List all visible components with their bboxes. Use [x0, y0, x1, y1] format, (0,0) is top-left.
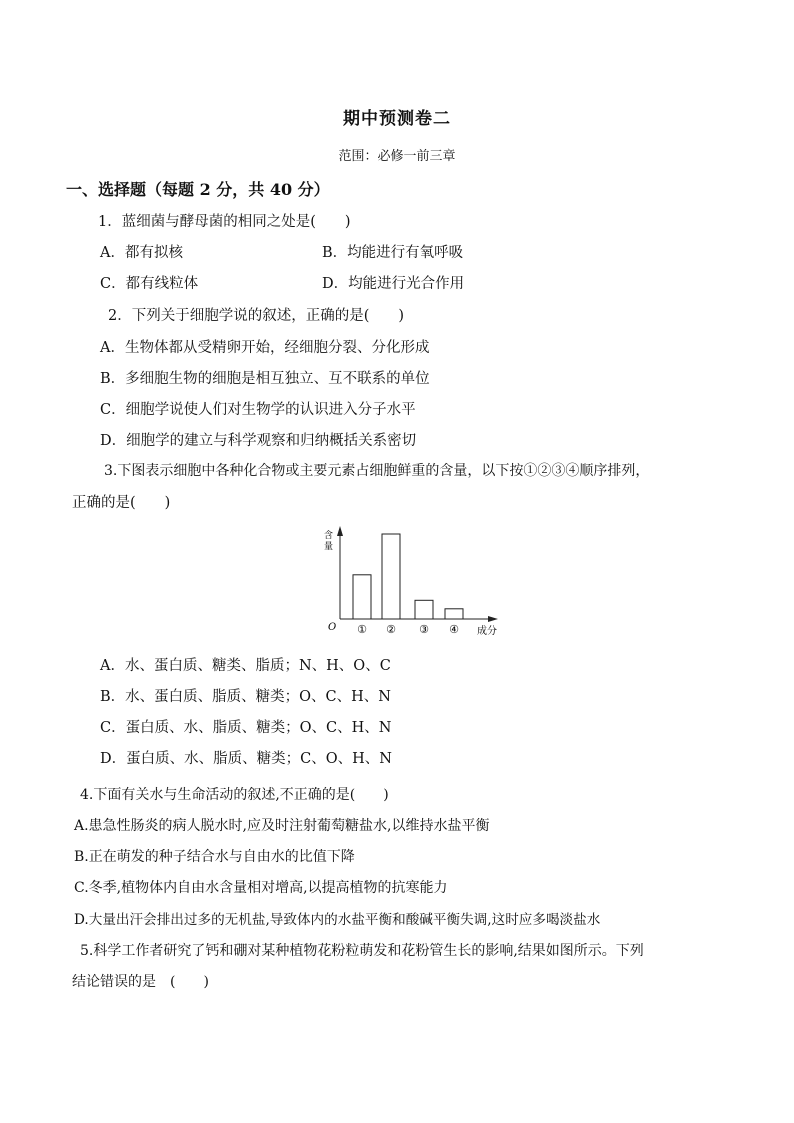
- y-axis-label-char-2: 量: [324, 542, 334, 552]
- y-axis-arrow: [337, 526, 343, 536]
- bar-1: [353, 575, 371, 619]
- question-4-stem: 4.下面有关水与生命活动的叙述,不正确的是( ): [80, 787, 389, 803]
- y-axis-label-char-1: 含: [324, 531, 334, 541]
- bar-3: [415, 600, 433, 619]
- category-label-1: ①: [357, 623, 367, 636]
- question-3-option-b: B．水、蛋白质、脂质、糖类；O、C、H、N: [100, 689, 391, 705]
- question-1-option-c: C．都有线粒体: [100, 276, 199, 292]
- question-4-option-b: B.正在萌发的种子结合水与自由水的比值下降: [74, 849, 355, 865]
- question-3-option-d: D．蛋白质、水、脂质、糖类；C、O、H、N: [100, 751, 392, 767]
- question-1-option-a: A．都有拟核: [100, 245, 183, 261]
- question-2-option-c: C．细胞学说使人们对生物学的认识进入分子水平: [100, 402, 416, 418]
- question-1-option-b: B．均能进行有氧呼吸: [322, 245, 464, 261]
- bar-4: [445, 609, 463, 619]
- question-1-option-d: D．均能进行光合作用: [322, 276, 465, 292]
- question-2-option-a: A．生物体都从受精卵开始，经细胞分裂、分化形成: [100, 340, 430, 356]
- category-label-4: ④: [449, 623, 459, 636]
- origin-label: O: [328, 622, 337, 633]
- question-1-stem: 1．蓝细菌与酵母菌的相同之处是( ): [98, 214, 351, 230]
- question-5-stem-line1: 5.科学工作者研究了钙和硼对某种植物花粉粒萌发和花粉管生长的影响,结果如图所示。下列: [80, 943, 644, 959]
- question-4-option-d: D.大量出汗会排出过多的无机盐,导致体内的水盐平衡和酸碱平衡失调,这时应多喝淡盐水: [74, 912, 601, 928]
- question-3-stem-line2: 正确的是( ): [72, 495, 171, 511]
- question-2-option-d: D．细胞学的建立与科学观察和归纳概括关系密切: [100, 433, 417, 449]
- x-axis-label: 成分: [477, 626, 497, 637]
- question-5-stem-line2: 结论错误的是 ( ): [72, 974, 209, 990]
- scope-subtitle: 范围：必修一前三章: [338, 149, 456, 164]
- question-2-option-b: B．多细胞生物的细胞是相互独立、互不联系的单位: [100, 371, 430, 387]
- section-heading: 一、选择题（每题 2 分，共 40 分）: [66, 180, 330, 199]
- question-3-option-a: A．水、蛋白质、糖类、脂质；N、H、O、C: [100, 658, 391, 674]
- question-4-option-c: C.冬季,植物体内自由水含量相对增高,以提高植物的抗寒能力: [74, 880, 448, 896]
- page-title: 期中预测卷二: [343, 109, 451, 129]
- question-3-stem-line1: 3.下图表示细胞中各种化合物或主要元素占细胞鲜重的含量，以下按①②③④顺序排列，: [104, 463, 650, 479]
- question-2-stem: 2．下列关于细胞学说的叙述，正确的是( ): [108, 308, 405, 324]
- bar-2: [382, 534, 400, 619]
- content-bar-chart: [320, 522, 505, 642]
- question-3-option-c: C．蛋白质、水、脂质、糖类；O、C、H、N: [100, 720, 392, 736]
- category-label-3: ③: [419, 623, 429, 636]
- question-4-option-a: A.患急性肠炎的病人脱水时,应及时注射葡萄糖盐水,以维持水盐平衡: [74, 818, 490, 834]
- category-label-2: ②: [386, 623, 396, 636]
- x-axis-arrow: [488, 616, 498, 622]
